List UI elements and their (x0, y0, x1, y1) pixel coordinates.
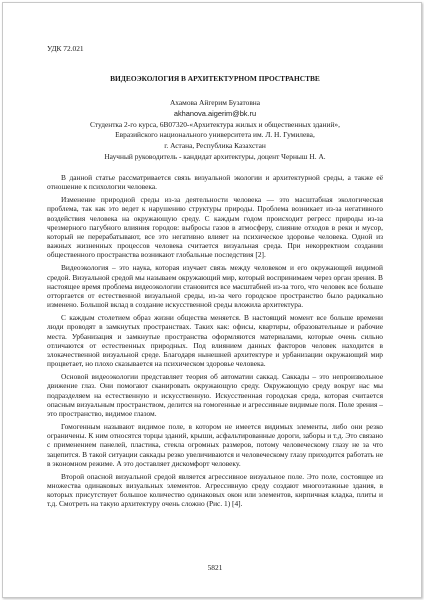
author-affiliation-line: Студентка 2-го курса, 6В07320-«Архитектура жилых и общественных зданий», (90, 119, 340, 129)
author-affiliation-line: г. Астана, Республика Казахстан (164, 141, 266, 151)
paragraph: С каждым столетием образ жизни общества меняется. В настоящий момент все больше времени люди проводят в замкнутых пространствах. Таких как: офисы, квартиры, образовательные и рабочие места. Урбанизация и замкнутые пространства оформляются материалами, которые очень сильно отличаются от естественных природных. Под влиянием данных факторов человек находится в злокачественной визуальной среде. Благодаря нынешней архитектуре и урбанизации окружающий мир процветает, но плохо сказывается на психическом здоровье человека. (47, 313, 383, 369)
author-block (47, 98, 383, 163)
article-body (47, 173, 383, 512)
document-page (2, 2, 422, 598)
page-content (47, 3, 383, 597)
paragraph: Основой видеоэкологии представляет теория об автоматии саккад. Саккады – это непроизвольное движение глаз. Они помогают сканировать окружающую среду. Окружающую среду вокруг нас мы подразделяем на естественную и искусственную. Искусственная городская среда, которая считается опасным визуальным пространством, делится на гомогенные и агрессивные видимые поля. Поле зрения – это пространство, видимое глазом. (47, 372, 383, 419)
author-affiliation-line: Евразийского национального университета им. Л. Н. Гумилева, (115, 130, 315, 140)
paragraph: Изменение природной среды из-за деятельности человека — это масштабная экологическая проблема, так как это ведет к нарушению структуры природы. Проблема возникает из-за негативного воздействия человека на окружающую среду. С каждым годом происходит регресс природы из-за чрезмерного пагубного влияния городов: выбросы газов в атмосферу, слияние отходов в реки и мусор, который не перерабатывают, все это негативно влияет на психическое здоровье человека. Одной из важных жизненных процессов человека считается визуальная среда. При некорректном создании общественного пространства возникают глобальные последствия [2]. (47, 195, 383, 260)
page-number: 5821 (207, 563, 223, 572)
author-email[interactable]: akhanova.aigerim@bk.ru (173, 108, 257, 118)
udk-code: УДК 72.021 (47, 44, 84, 53)
author-name: Ахамова Айгерим Бузатовна (169, 98, 261, 107)
paragraph: Гомогенным называют видимое поле, в котором не имеется видимых элементы, либо они резко ограничены. К ним относятся торцы зданий, крыши, асфальтированные дороги, заборы и т.д. Это связано с применением панелей, пластика, стекла огромных размеров, потому человеческому глазу не за что зацепится. В такой ситуации саккады резко увеличиваются и человеческому глазу приходится работать не в экономном режиме. А это доставляет дискомфорт человеку. (47, 422, 383, 468)
paragraph: Второй опасной визуальной средой является агрессивное визуальное поле. Это поле, состоящее из множества одинаковых визуальных элементов. Агрессивную среду создают многоэтажные здания, в которых присутствует большое количество одинаковых окон или элементов, кирпичная кладка, плиты и т.д. Смотреть на такую архитектуру очень сложно (Рис. 1) [4]. (47, 471, 383, 509)
paragraph: Видеоэкология – это наука, которая изучает связь между человеком и его окружающей видимой средой. Визуальной средой мы называем окружающий мир, который воспринимаем через орган зрения. В настоящее время проблема видеоэкологии становится все масштабней из-за того, что человек все больше отторгается от естественной визуальной среды, из-за чего городское пространство было радикально изменено. Большой вклад в создание искусственной среды вложила архитектура. (47, 263, 383, 310)
paragraph: В данной статье рассматривается связь визуальной экологии и архитектурной среды, а также её отношение к психологии человека. (47, 173, 383, 192)
scientific-advisor: Научный руководитель - кандидат архитектуры, доцент Черныш Н. А. (104, 151, 326, 161)
article-title: ВИДЕОЭКОЛОГИЯ В АРХИТЕКТУРНОМ ПРОСТРАНСТВЕ (110, 74, 320, 83)
